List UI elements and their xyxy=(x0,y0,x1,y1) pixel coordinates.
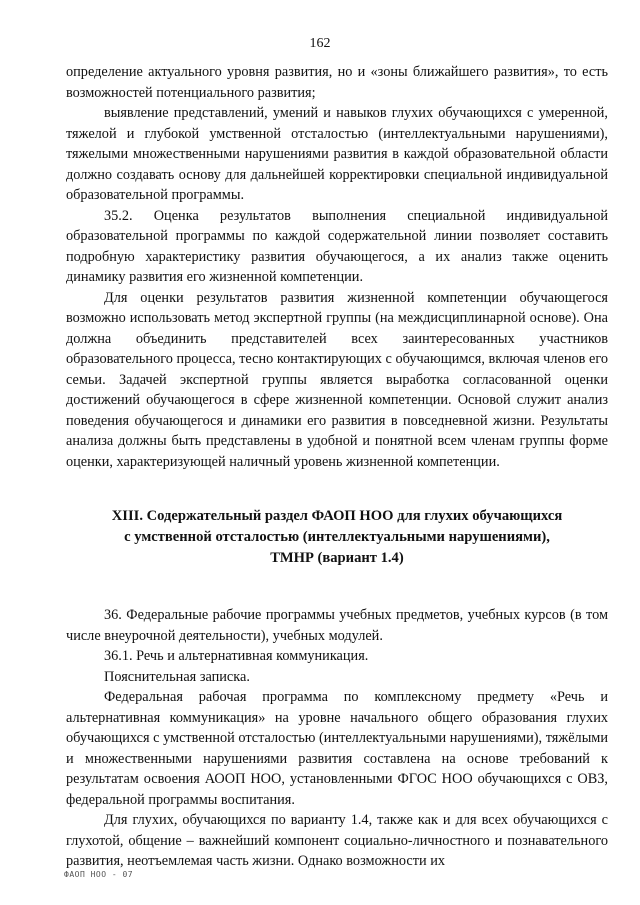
paragraph-federal-program: Федеральная рабочая программа по комплексному предмету «Речь и альтернативная коммуникация» на уровне начального общего образования глухих обучающихся с умственной отсталостью (интеллектуальными нарушениями), тяжёлыми и множественными нарушениями развития составлена на основе требований к результатам освоения АООП НОО, установленными ФГОС НОО обучающихся с ОВЗ, федеральной программы воспитания. xyxy=(66,689,608,808)
paragraph-36-1: 36.1. Речь и альтернативная коммуникация. xyxy=(104,648,369,664)
paragraph-35-2: 35.2. Оценка результатов выполнения специальной индивидуальной образовательной программы по каждой содержательной линии позволяет составить подробную характеристику развития обучающегося, а их анализ также оценить динамику развития его жизненной компетенции. xyxy=(66,207,608,285)
paragraph-36: 36. Федеральные рабочие программы учебных предметов, учебных курсов (в том числе внеурочной деятельности), учебных модулей. xyxy=(66,607,608,644)
section-heading-line-1: XIII. Содержательный раздел ФАОП НОО для глухих обучающихся xyxy=(111,508,563,524)
section-heading-line-2: с умственной отсталостью (интеллектуальными нарушениями), xyxy=(124,529,550,545)
paragraph-identification: выявление представлений, умений и навыков глухих обучающихся с умеренной, тяжелой и глубокой умственной отсталостью (интеллектуальными нарушениями), тяжелыми множественными нарушениями развития в каждой образовательной области должно создавать основу для дальнейшей корректировки специальной индивидуальной образовательной программы. xyxy=(66,105,608,203)
footer-document-code: ФАОП НОО - 07 xyxy=(64,870,134,879)
paragraph-variant-1-4: Для глухих, обучающихся по варианту 1.4, также как и для всех обучающихся с глухотой, общение – важнейший компонент социально-личностного и познавательного развития, неотъемлемая часть жизни. Однако возможности их xyxy=(66,812,608,869)
page-number: 162 xyxy=(309,36,331,51)
document-body xyxy=(66,62,608,872)
paragraph-expert-group: Для оценки результатов развития жизненной компетенции обучающегося возможно использовать метод экспертной группы (на междисциплинарной основе). Она должна объединить представителей всех заинтересованных участников образовательного процесса, тесно контактирующих с обучающимся, включая членов его семьи. Задачей экспертной группы является выработка согласованной оценки достижений обучающегося в сфере жизненной компетенции. Основой служит анализ поведения обучающегося и динамики его развития в повседневной жизни. Результаты анализа должны быть представлены в удобной и понятной всем членам группы форме оценки, характеризующей наличный уровень жизненной компетенции. xyxy=(66,289,608,470)
paragraph-explanatory-note: Пояснительная записка. xyxy=(104,668,250,685)
section-heading-line-3: ТМНР (вариант 1.4) xyxy=(270,550,404,566)
section-heading-xiii xyxy=(66,506,608,569)
paragraph-zone-of-development: определение актуального уровня развития, но и «зоны ближайшего развития», то есть возможностей потенциального развития; xyxy=(66,64,608,101)
